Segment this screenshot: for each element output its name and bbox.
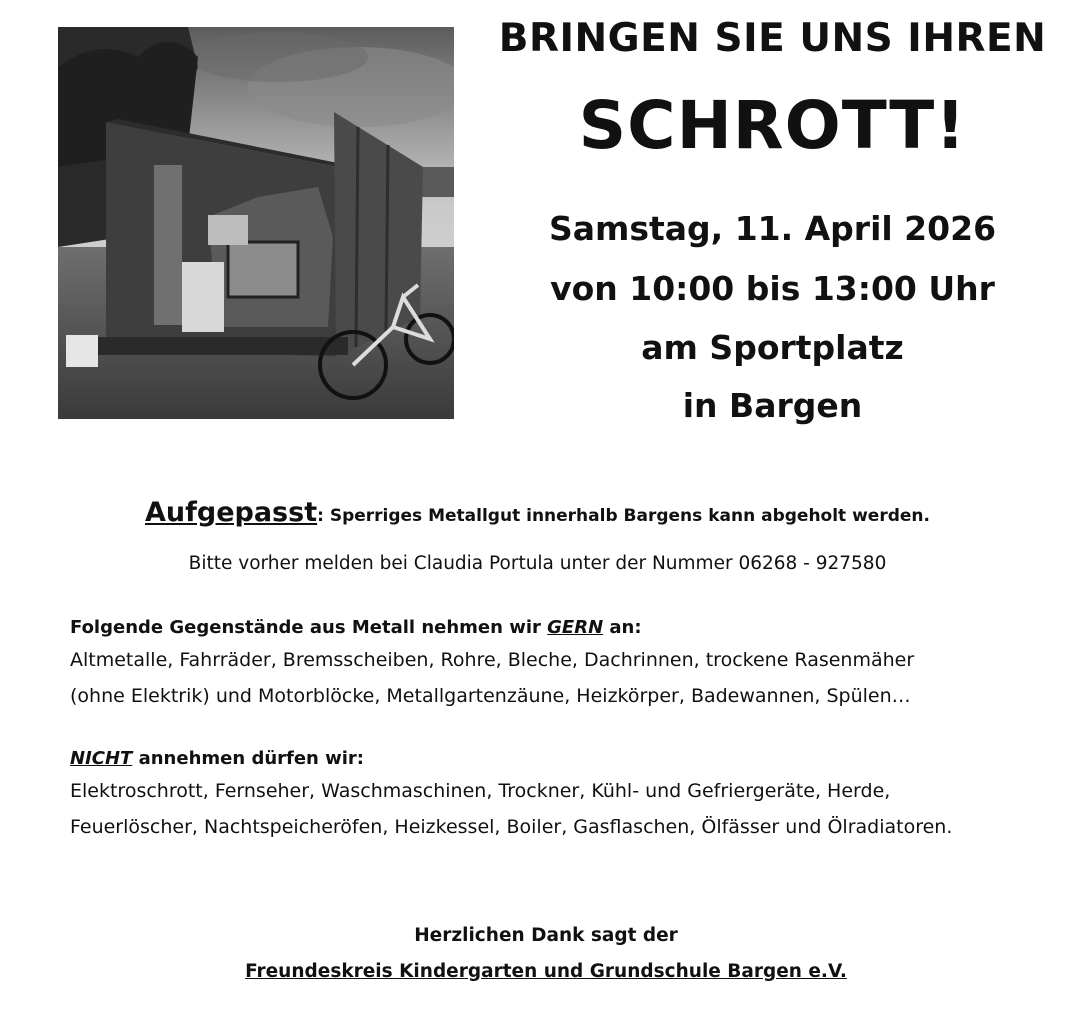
rejected-title bbox=[70, 745, 1060, 773]
event-town: in Bargen bbox=[682, 386, 863, 425]
notice-text: : Sperriges Metallgut innerhalb Bargens kann abgeholt werden. bbox=[317, 506, 930, 526]
footer-organization: Freundeskreis Kindergarten und Grundschule Bargen e.V. bbox=[245, 961, 847, 982]
event-date: Samstag, 11. April 2026 bbox=[548, 209, 997, 248]
rejected-title-after: annehmen dürfen wir: bbox=[132, 748, 365, 769]
accepted-section bbox=[70, 614, 1060, 714]
accepted-line-2: (ohne Elektrik) und Motorblöcke, Metallgartenzäune, Heizkörper, Badewannen, Spülen… bbox=[70, 685, 911, 707]
scrap-container-photo bbox=[58, 27, 454, 419]
rejected-section bbox=[70, 745, 1060, 845]
notice-line bbox=[0, 497, 1075, 528]
footer-thanks: Herzlichen Dank sagt der bbox=[414, 925, 678, 946]
event-time: von 10:00 bis 13:00 Uhr bbox=[550, 269, 995, 308]
notice-keyword: Aufgepasst bbox=[145, 497, 318, 528]
headline-schrott: SCHROTT! bbox=[578, 87, 967, 164]
photo-illustration bbox=[58, 27, 454, 419]
headline-line1: BRINGEN SIE UNS IHREN bbox=[498, 16, 1047, 61]
notice-contact: Bitte vorher melden bei Claudia Portula unter der Nummer 06268 - 927580 bbox=[188, 553, 887, 574]
event-place: am Sportplatz bbox=[641, 328, 904, 367]
accepted-title bbox=[70, 614, 1060, 642]
accepted-title-emphasis: GERN bbox=[547, 617, 604, 638]
accepted-title-after: an: bbox=[603, 617, 642, 638]
accepted-title-before: Folgende Gegenstände aus Metall nehmen wir bbox=[70, 617, 548, 638]
rejected-line-2: Feuerlöscher, Nachtspeicheröfen, Heizkessel, Boiler, Gasflaschen, Ölfässer und Ölradiatoren. bbox=[70, 816, 953, 838]
rejected-title-emphasis: NICHT bbox=[70, 748, 133, 769]
rejected-line-1: Elektroschrott, Fernseher, Waschmaschinen, Trockner, Kühl- und Gefriergeräte, Herde, bbox=[70, 780, 891, 802]
accepted-line-1: Altmetalle, Fahrräder, Bremsscheiben, Rohre, Bleche, Dachrinnen, trockene Rasenmäher bbox=[70, 649, 915, 671]
